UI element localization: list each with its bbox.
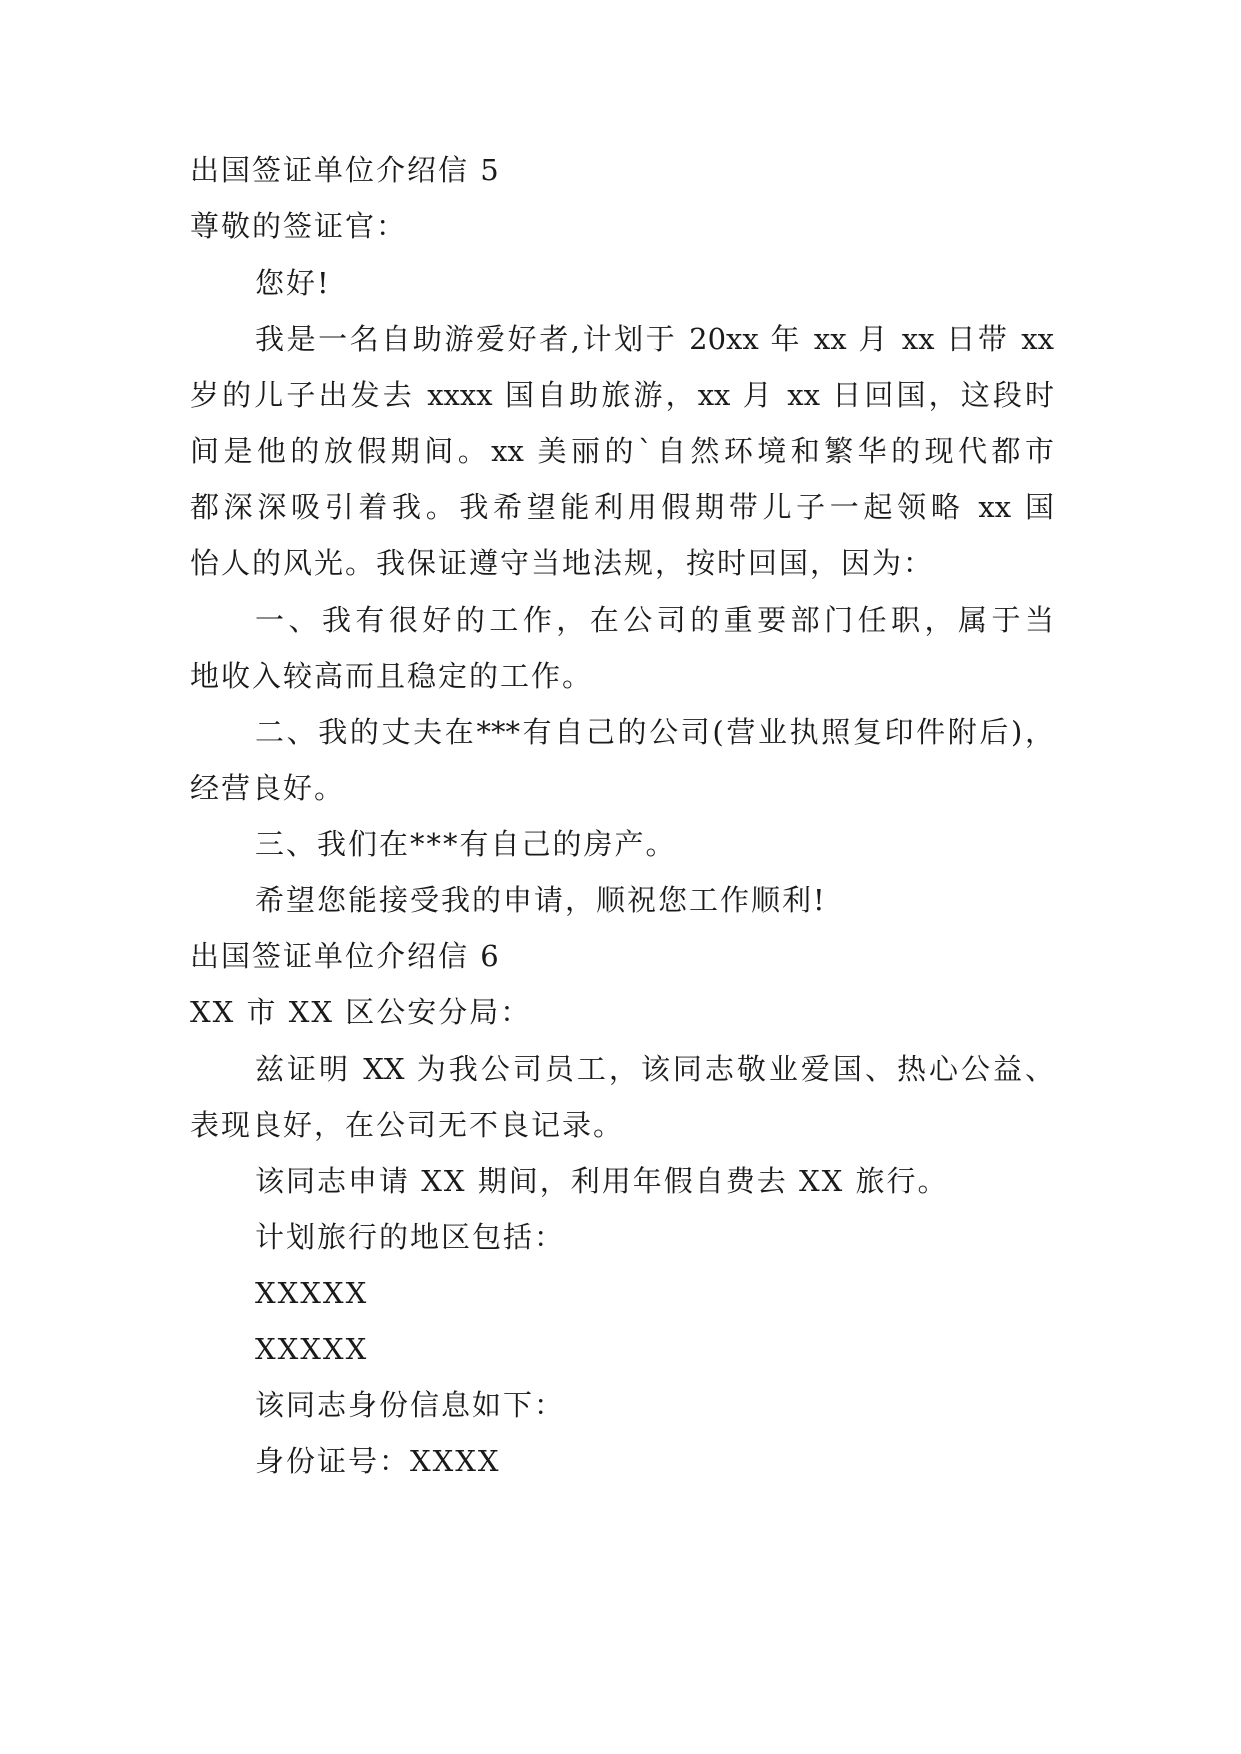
letter5-reason1-line1: 一、我有很好的工作，在公司的重要部门任职，属于当: [255, 603, 1054, 637]
letter6-region-1: XXXXX: [255, 1276, 369, 1310]
letter5-closing: 希望您能接受我的申请，顺祝您工作顺利!: [255, 883, 827, 917]
letter6-id-line: 身份证号：XXXX: [255, 1444, 501, 1478]
letter5-para1-line2: 岁的儿子出发去 xxxx 国自助旅游，xx 月 xx 日回国，这段时: [190, 378, 1054, 412]
letter5-salutation: 尊敬的签证官：: [190, 209, 408, 243]
letter6-region-2: XXXXX: [255, 1332, 369, 1366]
letter5-reason3: 三、我们在***有自己的房产。: [255, 827, 677, 861]
letter6-para3: 计划旅行的地区包括：: [255, 1220, 566, 1254]
letter5-para1-line4: 都深深吸引着我。我希望能利用假期带儿子一起领略 xx 国: [190, 490, 1054, 524]
letter6-title: 出国签证单位介绍信 6: [190, 939, 501, 973]
letter6-para1-line2: 表现良好，在公司无不良记录。: [190, 1108, 625, 1142]
letter5-para1-line1: 我是一名自助游爱好者,计划于 20xx 年 xx 月 xx 日带 xx: [255, 322, 1054, 356]
letter5-para1-line3: 间是他的放假期间。xx 美丽的`自然环境和繁华的现代都市: [190, 434, 1054, 468]
letter6-para2: 该同志申请 XX 期间，利用年假自费去 XX 旅行。: [255, 1164, 949, 1198]
letter6-id-intro: 该同志身份信息如下：: [255, 1388, 566, 1422]
letter5-para1-line5: 怡人的风光。我保证遵守当地法规，按时回国，因为：: [190, 546, 935, 580]
letter5-reason2-line1: 二、我的丈夫在***有自己的公司(营业执照复印件附后)，: [255, 715, 1054, 749]
letter5-reason1-line2: 地收入较高而且稳定的工作。: [190, 659, 594, 693]
letter5-title: 出国签证单位介绍信 5: [190, 153, 501, 187]
letter5-greeting: 您好!: [255, 266, 331, 300]
letter6-salutation: XX 市 XX 区公安分局：: [190, 995, 532, 1029]
letter5-reason2-line2: 经营良好。: [190, 771, 346, 805]
letter6-para1-line1: 兹证明 XX 为我公司员工，该同志敬业爱国、热心公益、: [255, 1052, 1054, 1086]
